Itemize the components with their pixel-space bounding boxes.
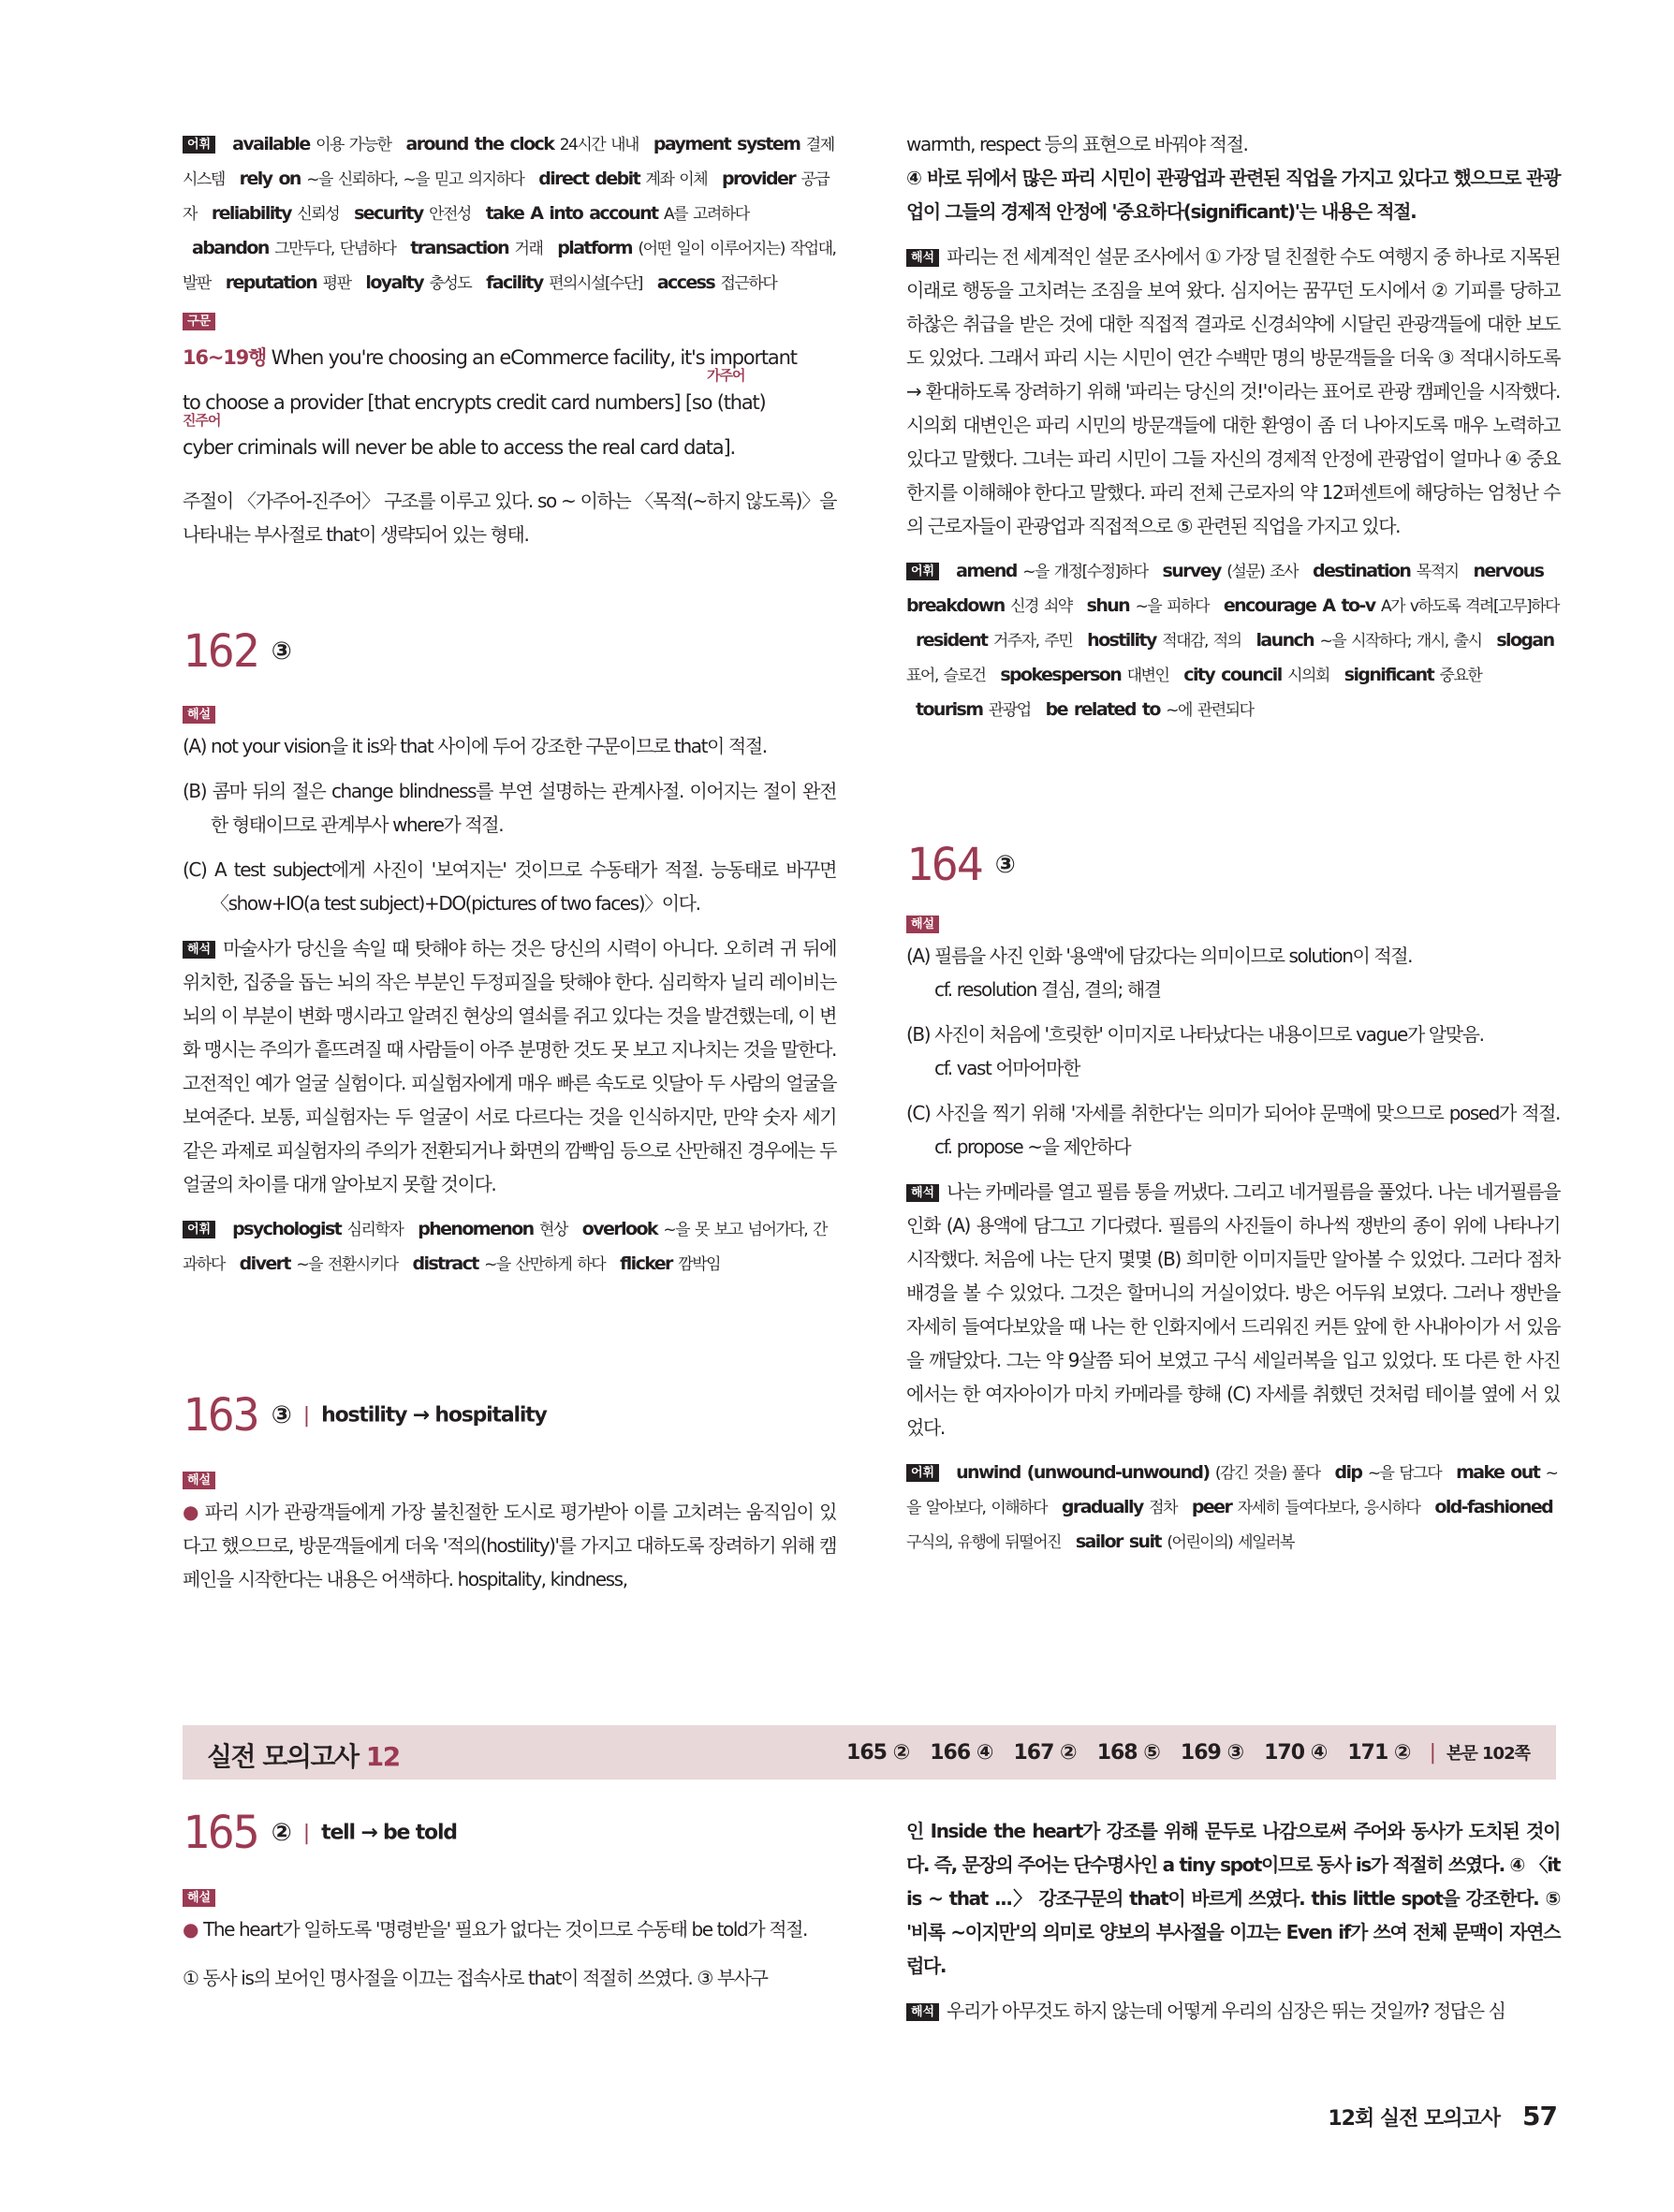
vocab-word: destination: [1312, 561, 1411, 581]
vocab-meaning: 편의시설[수단]: [549, 274, 648, 293]
vocab-meaning: 거주자, 주민: [992, 632, 1079, 651]
q165-continued: [906, 1814, 1560, 2028]
vocab-meaning: 깜박임: [678, 1255, 721, 1274]
q162-a: (A) not your vision을 it is와 that 사이에 두어 강조한 구문이므로 that이 적절.: [183, 735, 767, 757]
bullet-icon: ●: [183, 1501, 199, 1523]
vocab-word: survey: [1162, 561, 1221, 581]
vocab-meaning: 거래: [514, 240, 549, 258]
vocab-word: city council: [1183, 665, 1282, 685]
q163-trans-tag: 해석: [906, 249, 939, 267]
q163-cont-text2: ④ 바로 뒤에서 많은 파리 시민이 관광업과 관련된 직업을 가지고 있다고 했으므로 관광업이 그들의 경제적 안정에 '중요하다(significant)'는 내용은 적절.: [906, 167, 1560, 223]
q162-translation: [183, 931, 836, 1201]
q164-vocab: [906, 1456, 1560, 1560]
q165-sep: |: [302, 1821, 311, 1845]
q165-block: [183, 1807, 836, 1995]
q165-trans-tag: 해석: [906, 2003, 939, 2021]
q163-correction: hostility → hospitality: [321, 1403, 547, 1428]
vocab-word: slogan: [1496, 630, 1554, 651]
vocab-meaning: ~을 알아보다, 이해하다: [906, 1464, 1558, 1517]
vocab-meaning: ~을 시작하다; 개시, 출시: [1319, 632, 1488, 651]
vocab-word: flicker: [620, 1253, 672, 1274]
vocab-word: direct debit: [538, 168, 640, 189]
vocab-word: gradually: [1061, 1497, 1143, 1517]
vocab-meaning: ~에 관련되다: [1166, 701, 1254, 720]
bullet-icon: ●: [183, 1918, 198, 1941]
vocab-meaning: 충성도: [429, 274, 477, 293]
vocab-word: psychologist: [232, 1219, 342, 1239]
q164-a-cf: cf. resolution 결심, 결의; 해결: [934, 978, 1161, 1001]
banner-answer: 166 ④: [930, 1741, 993, 1765]
q163-number: 163: [183, 1389, 258, 1442]
vocab-meaning: 신경 쇠약: [1010, 597, 1078, 616]
vocab-meaning: 이용 가능한: [316, 136, 397, 154]
vocab-word: abandon: [192, 238, 269, 258]
q165-text: [183, 1912, 836, 1946]
q164-block: [906, 839, 1560, 1560]
footer-label: 12회 실전 모의고사: [1328, 2107, 1501, 2131]
q164-answer: ③: [994, 851, 1016, 879]
vocab-word: payment system: [653, 134, 800, 154]
q164-b: (B) 사진이 처음에 '흐릿한' 이미지로 나타났다는 내용이므로 vague가 알맞음.: [906, 1023, 1484, 1046]
vocab-meaning: 심리학자: [346, 1221, 409, 1239]
q164-number: 164: [906, 839, 982, 891]
q163-translation: [906, 240, 1560, 543]
vocab-word: loyalty: [365, 272, 423, 293]
q165-answer: ②: [271, 1819, 292, 1847]
vocab-word: launch: [1256, 630, 1314, 651]
vocab-meaning: 관광업: [988, 701, 1036, 720]
vocab-word: tourism: [916, 699, 983, 720]
vocab-meaning: (설문) 조사: [1226, 563, 1303, 581]
q162-block: [183, 625, 836, 1282]
vocab-word: take A into account: [485, 203, 658, 224]
vocab-list: [183, 127, 836, 300]
vocab-word: sailor suit: [1075, 1531, 1161, 1552]
q164-trans-text: 나는 카메라를 열고 필름 통을 꺼냈다. 그리고 네거필름을 풀었다. 나는 네거필름을 인화 (A) 용액에 담그고 기다렸다. 필름의 사진들이 하나씩 쟁반의 종이 위에 나타나기 시작했다. 처음에 나는 단지 몇몇 (B) 희미한 이미지들만 알아볼 수 있었다. 그러다 점차 배경을 볼 수 있었다. 그것은 할머니의 거실이었다. 방은 어두워 보였다. 그러나 쟁반을 자세히 들여다보았을 때 나는 한 인화지에서 드리워진 커튼 앞에 한 사내아이가 서 있음을 깨달았다. 그는 약 9살쯤 되어 보였고 구식 세일러복을 입고 있었다. 또 다른 한 사진에서는 한 여자아이가 마치 카메라를 향해 (C) 자세를 취했던 것처럼 테이블 옆에 서 있었다.: [906, 1180, 1560, 1439]
vocab-word: distract: [412, 1253, 478, 1274]
q162-b: (B) 콤마 뒤의 절은 change blindness를 부연 설명하는 관계사절. 이어지는 절이 완전한 형태이므로 관계부사 where가 적절.: [183, 780, 836, 836]
q164-a: (A) 필름을 사진 인화 '용액'에 담갔다는 의미이므로 solution이 적절.: [906, 945, 1413, 967]
vocab-word: facility: [486, 272, 543, 293]
banner-answer: 171 ②: [1347, 1741, 1411, 1765]
vocab-meaning: ~을 개정[수정]하다: [1022, 563, 1153, 581]
vocab-word: hostility: [1087, 630, 1156, 651]
banner-title-text: 실전 모의고사: [207, 1741, 359, 1772]
q162-vocab-tag: 어휘: [183, 1221, 215, 1238]
vocab-word: phenomenon: [418, 1219, 534, 1239]
banner-answer: 168 ⑤: [1096, 1741, 1160, 1765]
vocab-meaning: 목적지: [1416, 563, 1464, 581]
vocab-word: around the clock: [405, 134, 554, 154]
vocab-word: shun: [1086, 595, 1130, 616]
q162-trans-text: 마술사가 당신을 속일 때 탓해야 하는 것은 당신의 시력이 아니다. 오히려 귀 뒤에 위치한, 집중을 돕는 뇌의 작은 부분인 두정피질을 탓해야 한다. 심리학자 닐리 레이비는 뇌의 이 부분이 변화 맹시라고 알려진 현상의 열쇠를 쥐고 있다는 것을 발견했는데, 이 변화 맹시는 주의가 흩뜨려질 때 사람들이 아주 분명한 것도 못 보고 지나치는 것을 말한다. 고전적인 예가 얼굴 실험이다. 피실험자에게 매우 빠른 속도로 잇달아 두 사람의 얼굴을 보여준다. 보통, 피실험자는 두 얼굴이 서로 다르다는 것을 인식하지만, 만약 숫자 세기 같은 과제로 피실험자의 주의가 전환되거나 화면의 깜빡임 등으로 산만해진 경우에는 두 얼굴의 차이를 대개 알아보지 못할 것이다.: [183, 937, 836, 1195]
q162-answer: ③: [271, 637, 292, 666]
vocab-word: provider: [722, 168, 796, 189]
syntax-line-1-text: When you're choosing an eCommerce facility, it's important: [271, 346, 797, 369]
vocab-word: resident: [916, 630, 988, 651]
vocab-meaning: 점차: [1149, 1499, 1182, 1517]
banner-answer: 169 ③: [1180, 1741, 1244, 1765]
vocab-block-161: [183, 127, 836, 300]
q162-trans-tag: 해석: [183, 941, 215, 959]
vocab-word: reputation: [225, 272, 317, 293]
banner-title-number: 12: [365, 1741, 400, 1772]
banner-answers: [826, 1740, 1530, 1765]
vocab-meaning: 현상: [539, 1221, 573, 1239]
vocab-meaning: (어떤 일이 이루어지는) 작업대, 발판: [183, 240, 836, 293]
q162-number: 162: [183, 625, 258, 678]
q163-trans-text: 파리는 전 세계적인 설문 조사에서 ① 가장 덜 친절한 수도 여행지 중 하나로 지목된 이래로 행동을 고치려는 조짐을 보여 왔다. 심지어는 꿈꾸던 도시에서 ② 기피를 당하고 하찮은 취급을 받은 것에 대한 직접적 결과로 신경쇠약에 시달린 관광객들에 대한 보도도 있었다. 그래서 파리 시는 시민이 연간 수백만 명의 방문객들을 더욱 ③ 적대시하도록 → 환대하도록 장려하기 위해 '파리는 당신의 것!'이라는 표어로 관광 캠페인을 시작했다. 시의회 대변인은 파리 시민의 방문객들에 대한 환영이 좀 더 나아지도록 매우 노력하고 있다고 말했다. 그녀는 파리 시민이 그들 자신의 경제적 안정에 관광업이 얼마나 ④ 중요한지를 이해해야 한다고 말했다. 파리 전체 근로자의 약 12퍼센트에 해당하는 엄청난 수의 근로자들이 관광업과 직접적으로 ⑤ 관련된 직업을 가지고 있다.: [906, 245, 1560, 537]
syntax-line-3: cyber criminals will never be able to access the real card data].: [183, 436, 735, 459]
q163-sep: |: [302, 1403, 311, 1428]
annot-fake-subject: 가주어: [707, 367, 745, 384]
vocab-meaning: 24시간 내내: [559, 136, 644, 154]
page-number: 57: [1522, 2101, 1557, 2131]
vocab-meaning: 표어, 슬로건: [906, 667, 991, 685]
vocab-meaning: 구식의, 유행에 뒤떨어진: [906, 1533, 1066, 1552]
q165-number: 165: [183, 1807, 258, 1859]
syntax-line-2: to choose a provider [that encrypts credit card numbers] [so (that): [183, 391, 766, 414]
vocab-word: transaction: [410, 238, 509, 258]
q162-c: (C) A test subject에게 사진이 '보여지는' 것이므로 수동태가 적절. 능동태로 바꾸면 〈show+IO(a test subject)+DO(pictures of two faces)〉이다.: [183, 858, 836, 915]
vocab-word: encourage A to-v: [1223, 595, 1375, 616]
vocab-meaning: ~을 전환시키다: [296, 1255, 404, 1274]
q165-translation: [906, 1994, 1560, 2028]
banner-title: [207, 1736, 400, 1774]
syntax-lines-label: 16~19행: [183, 346, 267, 369]
vocab-word: platform: [557, 238, 632, 258]
vocab-word: available: [232, 134, 310, 154]
q164-b-cf: cf. vast 어마어마한: [934, 1057, 1080, 1079]
test-banner: [183, 1725, 1556, 1780]
q165-correction: tell → be told: [321, 1821, 457, 1845]
vocab-meaning: ~을 산만하게 하다: [484, 1255, 611, 1274]
vocab-meaning: 적대감, 적의: [1162, 632, 1247, 651]
vocab-word: divert: [239, 1253, 290, 1274]
q163-vocab-tag: 어휘: [906, 563, 939, 580]
vocab-word: peer: [1191, 1497, 1232, 1517]
q163-tag: 해설: [183, 1472, 215, 1489]
q163-text-body: 파리 시가 관광객들에게 가장 불친절한 도시로 평가받아 이를 고치려는 움직임이 있다고 했으므로, 방문객들에게 더욱 '적의(hostility)'를 가지고 대하도록 장려하기 위해 캠페인을 시작한다는 내용은 어색하다. hospitality, kindness,: [183, 1501, 836, 1590]
q165-text2: ① 동사 is의 보어인 명사절을 이끄는 접속사로 that이 적절히 쓰였다. ③ 부사구: [183, 1967, 768, 1989]
vocab-meaning: 접근하다: [720, 274, 777, 293]
q165-cont-text: 인 Inside the heart가 강조를 위해 문두로 나감으로써 주어와 동사가 도치된 것이다. 즉, 문장의 주어는 단수명사인 a tiny spot이므로 동사 is가 적절히 쓰였다. ④ 〈it is ~ that ...〉 강조구문의 that이 바르게 쓰였다. this little spot을 강조한다. ⑤ '비록 ~이지만'의 의미로 양보의 부사절을 이끄는 Even if가 쓰여 전체 문맥이 자연스럽다.: [906, 1820, 1560, 1977]
q165-trans-text: 우리가 아무것도 하지 않는데 어떻게 우리의 심장은 뛰는 것일까? 정답은 심: [947, 2000, 1505, 2022]
q163-answer: ③: [271, 1401, 292, 1429]
syntax-block: [183, 313, 836, 551]
vocab-word: make out: [1456, 1462, 1540, 1483]
q163-block: [183, 1389, 836, 1596]
q164-trans-tag: 해석: [906, 1184, 939, 1202]
vocab-word: amend: [956, 561, 1017, 581]
vocab-meaning: 중요한: [1439, 667, 1482, 685]
banner-page-ref: 본문 102쪽: [1446, 1744, 1530, 1764]
syntax-explain: 주절이 〈가주어-진주어〉 구조를 이루고 있다. so ~ 이하는 〈목적(~하지 않도록)〉을 나타내는 부사절로 that이 생략되어 있는 형태.: [183, 490, 836, 546]
vocab-word: access: [656, 272, 715, 293]
q165-tag: 해설: [183, 1889, 215, 1907]
q164-vocab-tag: 어휘: [906, 1464, 939, 1482]
vocab-meaning: 신뢰성: [297, 205, 345, 224]
banner-separator: |: [1429, 1741, 1435, 1765]
q163-vocab: [906, 554, 1560, 727]
banner-answer: 165 ②: [846, 1741, 910, 1765]
vocab-meaning: 자세히 들여다보다, 응시하다: [1237, 1499, 1426, 1517]
vocab-word: overlook: [581, 1219, 657, 1239]
vocab-meaning: 그만두다, 단념하다: [274, 240, 402, 258]
vocab-word: nervous breakdown: [906, 561, 1544, 616]
banner-answer: 170 ④: [1264, 1741, 1328, 1765]
vocab-meaning: 공급자: [183, 170, 830, 224]
q162-vocab: [183, 1212, 836, 1282]
vocab-meaning: A를 고려하다: [663, 205, 749, 224]
vocab-meaning: ~을 담그다: [1367, 1464, 1447, 1483]
vocab-meaning: ~을 신뢰하다, ~을 믿고 의지하다: [306, 170, 530, 189]
vocab-meaning: 대변인: [1126, 667, 1175, 685]
vocab-word: unwind (unwound-unwound): [956, 1462, 1210, 1483]
vocab-word: reliability: [211, 203, 291, 224]
vocab-word: significant: [1344, 665, 1434, 685]
q163-cont-text1: warmth, respect 등의 표현으로 바꿔야 적절.: [906, 133, 1248, 155]
annot-real-subject: 진주어: [183, 412, 221, 429]
q162-tag: 해설: [183, 706, 215, 724]
vocab-meaning: ~을 못 보고 넘어가다, 간과하다: [183, 1221, 827, 1274]
vocab-word: rely on: [239, 168, 301, 189]
q163-text: [183, 1495, 836, 1596]
vocab-tag: 어휘: [183, 136, 215, 154]
vocab-word: be related to: [1045, 699, 1160, 720]
syntax-tag: 구문: [183, 313, 215, 330]
vocab-word: security: [354, 203, 423, 224]
q163-continued: [906, 127, 1560, 727]
banner-answer: 167 ②: [1013, 1741, 1077, 1765]
vocab-meaning: ~을 피하다: [1135, 597, 1214, 616]
vocab-meaning: A가 v하도록 격려[고무]하다: [1380, 597, 1559, 616]
vocab-word: spokesperson: [1000, 665, 1122, 685]
vocab-word: dip: [1334, 1462, 1362, 1483]
q165-text-body: The heart가 일하도록 '명령받을' 필요가 없다는 것이므로 수동태 be told가 적절.: [203, 1918, 808, 1941]
q164-tag: 해설: [906, 916, 939, 933]
vocab-meaning: (감긴 것을) 풀다: [1214, 1464, 1326, 1483]
q164-translation: [906, 1175, 1560, 1444]
page-footer: [1328, 2101, 1557, 2131]
vocab-meaning: 계좌 이체: [645, 170, 713, 189]
vocab-meaning: 안전성: [429, 205, 477, 224]
vocab-meaning: 시의회: [1287, 667, 1335, 685]
q164-c: (C) 사진을 찍기 위해 '자세를 취한다'는 의미가 되어야 문맥에 맞으므로 posed가 적절. cf. propose ~을 제안하다: [906, 1102, 1560, 1158]
vocab-meaning: 평판: [322, 274, 357, 293]
vocab-meaning: 결제 시스템: [183, 136, 834, 189]
vocab-meaning: (어린이의) 세일러복: [1167, 1533, 1294, 1552]
vocab-word: old-fashioned: [1434, 1497, 1553, 1517]
